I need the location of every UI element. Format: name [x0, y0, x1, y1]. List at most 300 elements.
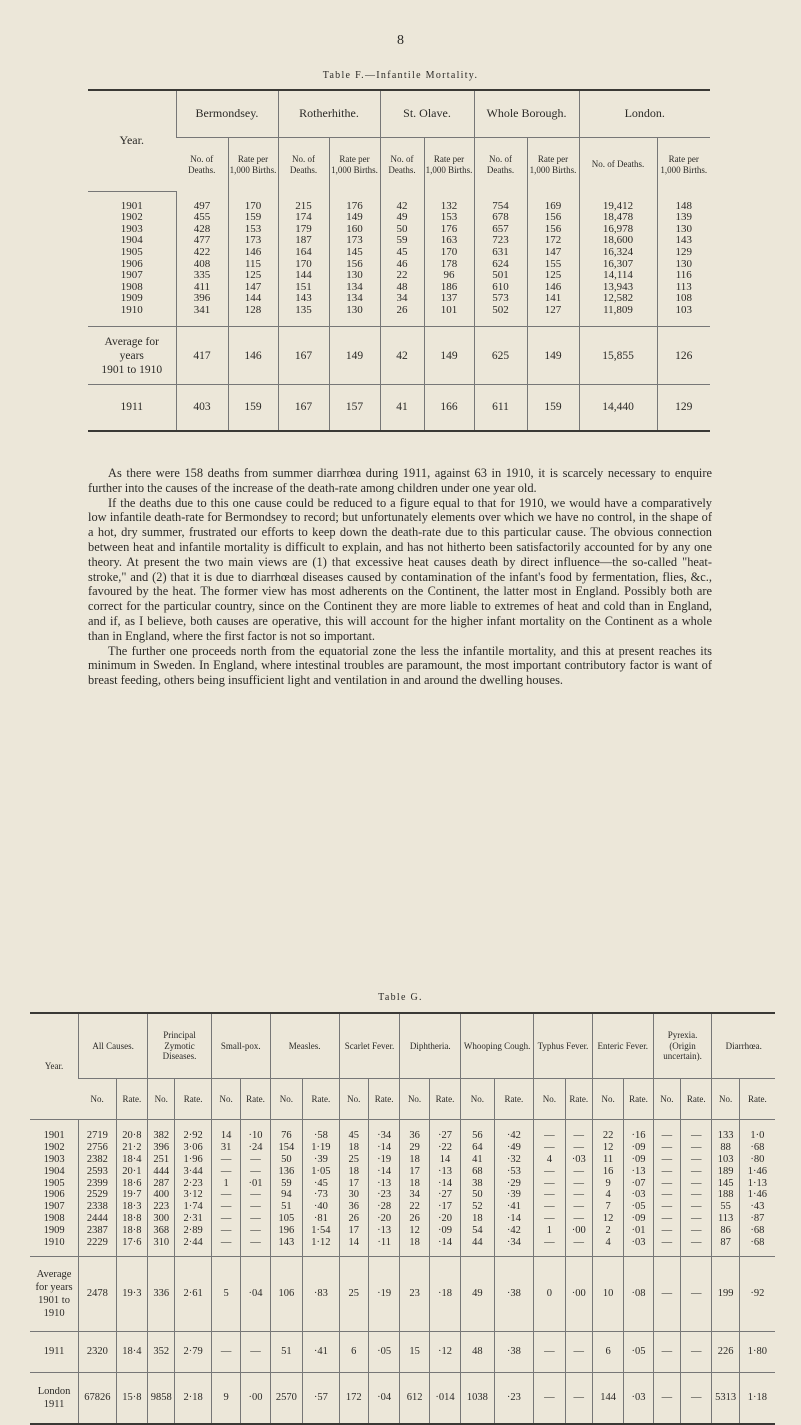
spacer-cell	[148, 1120, 175, 1131]
value-cell: 67826	[79, 1372, 117, 1424]
value-cell: 34	[380, 293, 424, 305]
value-cell: 44	[461, 1236, 494, 1248]
value-cell: ·22	[429, 1142, 460, 1154]
spacer-cell	[79, 1120, 117, 1131]
value-cell: —	[565, 1331, 592, 1372]
value-cell: ·41	[303, 1331, 339, 1372]
deaths-subheader: No. of Deaths.	[188, 154, 216, 175]
value-cell: 129	[657, 385, 710, 432]
table-g-subheader-row	[30, 1079, 775, 1120]
value-cell: ·68	[739, 1142, 775, 1154]
rate-subheader: Rate.	[116, 1079, 147, 1120]
value-cell: 11,809	[579, 305, 657, 317]
table-row	[88, 247, 710, 259]
value-cell: 310	[148, 1236, 175, 1248]
value-cell: 179	[278, 224, 329, 236]
value-cell: ·57	[303, 1372, 339, 1424]
value-cell: —	[653, 1256, 680, 1331]
value-cell: —	[653, 1165, 680, 1177]
value-cell: 1	[534, 1224, 565, 1236]
value-cell: 1·46	[739, 1165, 775, 1177]
value-cell: 14	[339, 1236, 368, 1248]
spacer-cell	[116, 1120, 147, 1131]
value-cell: 113	[712, 1213, 739, 1225]
value-cell: ·87	[739, 1213, 775, 1225]
cause-header: Typhus Fever.	[534, 1013, 593, 1079]
value-cell: 52	[461, 1201, 494, 1213]
value-cell: ·23	[494, 1372, 534, 1424]
value-cell: —	[534, 1177, 565, 1189]
rate-subheader: Rate per 1,000 Births.	[329, 138, 380, 192]
value-cell: 129	[657, 247, 710, 259]
value-cell: —	[681, 1165, 712, 1177]
spacer-cell	[579, 316, 657, 327]
average-label	[88, 327, 176, 385]
value-cell: 25	[339, 1154, 368, 1166]
value-cell: 21·2	[116, 1142, 147, 1154]
spacer-cell	[400, 1120, 429, 1131]
year-cell: 1901	[120, 199, 143, 212]
value-cell: —	[534, 1213, 565, 1225]
value-cell: 45	[380, 247, 424, 259]
value-cell: —	[211, 1331, 240, 1372]
value-cell: 396	[148, 1142, 175, 1154]
value-cell: ·43	[739, 1201, 775, 1213]
spacer-cell	[116, 1248, 147, 1257]
year-cell: 1906	[43, 1189, 65, 1201]
spacer-cell	[712, 1120, 739, 1131]
no-subheader: No.	[148, 1079, 175, 1120]
value-cell: 444	[148, 1165, 175, 1177]
value-cell: —	[211, 1213, 240, 1225]
value-cell: 18	[400, 1154, 429, 1166]
table-row	[30, 1154, 775, 1166]
value-cell: 164	[278, 247, 329, 259]
value-cell: 18,600	[579, 235, 657, 247]
value-cell: 146	[228, 327, 278, 385]
value-cell: —	[653, 1236, 680, 1248]
district-header: Whole Borough.	[474, 90, 579, 138]
table-row	[30, 1224, 775, 1236]
spacer-cell	[653, 1120, 680, 1131]
value-cell: ·14	[368, 1142, 399, 1154]
rate-subheader: Rate.	[624, 1079, 653, 1120]
district-header: St. Olave.	[380, 90, 474, 138]
value-cell: 155	[527, 258, 579, 270]
deaths-subheader: No. of Deaths.	[380, 138, 424, 192]
value-cell: 136	[270, 1165, 302, 1177]
spacer-cell	[565, 1248, 592, 1257]
value-cell: 573	[474, 293, 527, 305]
value-cell: ·08	[624, 1256, 653, 1331]
value-cell: 42	[380, 327, 424, 385]
value-cell: 130	[329, 270, 380, 282]
value-cell: 1·0	[739, 1130, 775, 1142]
value-cell: 18	[461, 1213, 494, 1225]
value-cell: 18	[400, 1236, 429, 1248]
value-cell: 12	[592, 1142, 623, 1154]
spacer-cell	[380, 316, 424, 327]
spacer-cell	[228, 316, 278, 327]
value-cell: 341	[176, 305, 228, 317]
value-cell: ·00	[241, 1372, 270, 1424]
table-row	[30, 1177, 775, 1189]
value-cell: ·53	[494, 1165, 534, 1177]
value-cell: 19,412	[579, 201, 657, 213]
value-cell: 18,478	[579, 212, 657, 224]
value-cell: 36	[339, 1201, 368, 1213]
value-cell: 59	[270, 1177, 302, 1189]
value-cell: 144	[278, 270, 329, 282]
rate-subheader: Rate.	[494, 1079, 534, 1120]
spacer-cell	[241, 1248, 270, 1257]
value-cell: —	[681, 1130, 712, 1142]
value-cell: 132	[424, 201, 474, 213]
value-cell: ·41	[494, 1201, 534, 1213]
value-cell: 141	[527, 293, 579, 305]
value-cell: —	[565, 1213, 592, 1225]
value-cell: ·13	[368, 1177, 399, 1189]
value-cell: 166	[424, 385, 474, 432]
rate-subheader: Rate per 1,000 Births.	[527, 138, 579, 192]
table-g-mortality-causes	[30, 1012, 775, 1425]
value-cell: ·18	[429, 1256, 460, 1331]
row-label-line: 1911	[43, 1398, 65, 1410]
value-cell: 186	[424, 282, 474, 294]
value-cell: 46	[380, 258, 424, 270]
value-cell: 56	[461, 1130, 494, 1142]
value-cell: 176	[329, 201, 380, 213]
year-cell: 1902	[43, 1142, 65, 1154]
value-cell: ·03	[624, 1372, 653, 1424]
value-cell: 223	[148, 1201, 175, 1213]
value-cell: 502	[474, 305, 527, 317]
paragraph: As there were 158 deaths from summer diarrhœa during 1911, against 63 in 1910, it is scarcely necessary to enquire further into the causes of the increase of the death-rate among children under one year old.	[88, 466, 712, 495]
rate-subheader: Rate per 1,000 Births.	[657, 138, 710, 192]
value-cell: 1038	[461, 1372, 494, 1424]
row-label-line: Average	[36, 1268, 72, 1280]
value-cell: —	[681, 1256, 712, 1331]
cause-header: Diarrhœa.	[712, 1013, 775, 1079]
rate-subheader: Rate.	[241, 1079, 270, 1120]
spacer-cell	[624, 1120, 653, 1131]
value-cell: —	[681, 1236, 712, 1248]
average-row	[30, 1256, 775, 1331]
spacer-cell	[657, 316, 710, 327]
value-cell: —	[653, 1213, 680, 1225]
value-cell: 94	[270, 1189, 302, 1201]
spacer-row	[30, 1248, 775, 1257]
year-cell: 1903	[120, 222, 143, 235]
value-cell: —	[653, 1201, 680, 1213]
value-cell: 36	[400, 1130, 429, 1142]
value-cell: 106	[270, 1256, 302, 1331]
spacer-cell	[739, 1120, 775, 1131]
value-cell: ·34	[494, 1236, 534, 1248]
value-cell: 156	[527, 212, 579, 224]
value-cell: 115	[228, 258, 278, 270]
value-cell: —	[681, 1154, 712, 1166]
value-cell: 29	[400, 1142, 429, 1154]
value-cell: —	[241, 1154, 270, 1166]
value-cell: ·24	[241, 1142, 270, 1154]
value-cell: 41	[461, 1154, 494, 1166]
value-cell: 68	[461, 1165, 494, 1177]
value-cell: —	[241, 1213, 270, 1225]
spacer-cell	[211, 1248, 240, 1257]
value-cell: 287	[148, 1177, 175, 1189]
spacer-cell	[494, 1248, 534, 1257]
rate-subheader: Rate.	[303, 1079, 339, 1120]
value-cell: ·80	[739, 1154, 775, 1166]
value-cell: 137	[424, 293, 474, 305]
value-cell: 754	[474, 201, 527, 213]
spacer-cell	[175, 1120, 211, 1131]
no-subheader: No.	[592, 1079, 623, 1120]
value-cell: 50	[270, 1154, 302, 1166]
value-cell: ·04	[368, 1372, 399, 1424]
value-cell: —	[534, 1130, 565, 1142]
value-cell: ·00	[565, 1256, 592, 1331]
value-cell: 2320	[79, 1331, 117, 1372]
value-cell: 631	[474, 247, 527, 259]
year-cell: 1906	[120, 257, 143, 270]
value-cell: ·13	[624, 1165, 653, 1177]
value-cell: ·42	[494, 1130, 534, 1142]
value-cell: 50	[380, 224, 424, 236]
value-cell: 159	[228, 212, 278, 224]
value-cell: ·45	[303, 1177, 339, 1189]
year-cell: 1908	[120, 280, 143, 293]
value-cell: 143	[657, 235, 710, 247]
value-cell: 2382	[79, 1154, 117, 1166]
value-cell: 103	[657, 305, 710, 317]
value-cell: 167	[278, 327, 329, 385]
cause-header: Whooping Cough.	[461, 1013, 534, 1079]
value-cell: 3·44	[175, 1165, 211, 1177]
cause-header: Enteric Fever.	[592, 1013, 653, 1079]
value-cell: ·58	[303, 1130, 339, 1142]
row-label-line: years	[119, 349, 144, 362]
value-cell: 113	[657, 282, 710, 294]
value-cell: 0	[534, 1256, 565, 1331]
value-cell: 139	[657, 212, 710, 224]
spacer-cell	[534, 1120, 565, 1131]
value-cell: 134	[329, 293, 380, 305]
value-cell: 2·44	[175, 1236, 211, 1248]
value-cell: —	[653, 1189, 680, 1201]
value-cell: —	[211, 1165, 240, 1177]
value-cell: ·27	[429, 1130, 460, 1142]
value-cell: 624	[474, 258, 527, 270]
row-label-line: 1910	[43, 1307, 65, 1319]
cause-header: Pyrexia. (Origin uncertain).	[653, 1013, 712, 1079]
year-cell: 1901	[43, 1130, 65, 1142]
value-cell: 7	[592, 1201, 623, 1213]
spacer-cell	[592, 1248, 623, 1257]
value-cell: 143	[270, 1236, 302, 1248]
value-cell: 178	[424, 258, 474, 270]
value-cell: 18	[339, 1165, 368, 1177]
value-cell: 146	[527, 282, 579, 294]
spacer-cell	[88, 316, 176, 327]
no-subheader: No.	[400, 1079, 429, 1120]
value-cell: ·38	[494, 1331, 534, 1372]
value-cell: 611	[474, 385, 527, 432]
value-cell: ·29	[494, 1177, 534, 1189]
year-cell: 1905	[43, 1177, 65, 1189]
value-cell: 64	[461, 1142, 494, 1154]
value-cell: 12	[592, 1213, 623, 1225]
value-cell: 149	[424, 327, 474, 385]
value-cell: ·16	[624, 1130, 653, 1142]
value-cell: ·20	[429, 1213, 460, 1225]
value-cell: 22	[592, 1130, 623, 1142]
value-cell: —	[653, 1130, 680, 1142]
value-cell: 411	[176, 282, 228, 294]
value-cell: ·34	[368, 1130, 399, 1142]
value-cell: 417	[176, 327, 228, 385]
value-cell: 300	[148, 1213, 175, 1225]
value-cell: ·17	[429, 1201, 460, 1213]
value-cell: —	[681, 1142, 712, 1154]
value-cell: ·03	[565, 1154, 592, 1166]
value-cell: —	[241, 1331, 270, 1372]
value-cell: 2387	[79, 1224, 117, 1236]
spacer-cell	[739, 1248, 775, 1257]
value-cell: —	[681, 1372, 712, 1424]
spacer-cell	[30, 1120, 79, 1131]
value-cell: 105	[270, 1213, 302, 1225]
value-cell: ·13	[429, 1165, 460, 1177]
year-cell: 1909	[120, 292, 143, 305]
value-cell: 14	[429, 1154, 460, 1166]
value-cell: 403	[176, 385, 228, 432]
value-cell: 149	[329, 212, 380, 224]
value-cell: —	[565, 1142, 592, 1154]
spacer-cell	[30, 1248, 79, 1257]
year-cell: 1911	[120, 401, 144, 414]
value-cell: 148	[657, 201, 710, 213]
value-cell: 127	[527, 305, 579, 317]
value-cell: —	[211, 1224, 240, 1236]
value-cell: 4	[534, 1154, 565, 1166]
value-cell: 2570	[270, 1372, 302, 1424]
value-cell: 2478	[79, 1256, 117, 1331]
table-f-header-row	[88, 90, 710, 138]
value-cell: —	[534, 1201, 565, 1213]
value-cell: —	[653, 1177, 680, 1189]
value-cell: 2399	[79, 1177, 117, 1189]
value-cell: ·68	[739, 1236, 775, 1248]
value-cell: 48	[380, 282, 424, 294]
value-cell: 336	[148, 1256, 175, 1331]
value-cell: 477	[176, 235, 228, 247]
rate-subheader: Rate per 1,000 Births.	[424, 138, 474, 192]
value-cell: ·27	[429, 1189, 460, 1201]
value-cell: 1·74	[175, 1201, 211, 1213]
row-label-line: Average for	[104, 335, 159, 348]
value-cell: 172	[527, 235, 579, 247]
value-cell: ·05	[624, 1201, 653, 1213]
no-subheader: No.	[339, 1079, 368, 1120]
value-cell: 657	[474, 224, 527, 236]
table-row	[30, 1236, 775, 1248]
value-cell: ·07	[624, 1177, 653, 1189]
value-cell: 501	[474, 270, 527, 282]
value-cell: 2444	[79, 1213, 117, 1225]
spacer-cell	[592, 1120, 623, 1131]
value-cell: 145	[329, 247, 380, 259]
value-cell: —	[653, 1142, 680, 1154]
value-cell: 126	[657, 327, 710, 385]
deaths-subheader: No. of Deaths.	[474, 138, 527, 192]
value-cell: ·10	[241, 1130, 270, 1142]
paragraph: The further one proceeds north from the equatorial zone the less the infantile mortality, and this at present reaches its minimum in Sweden. In England, where intestinal troubles are paramount, the most important contributory factor is want of breast feeding, others being insufficient light and ventilation in and around the dwelling houses.	[88, 643, 712, 688]
value-cell: —	[565, 1130, 592, 1142]
district-header: Bermondsey.	[176, 90, 278, 138]
value-cell: —	[681, 1201, 712, 1213]
year-cell: 1904	[43, 1165, 65, 1177]
year-cell: 1910	[120, 303, 143, 316]
value-cell: 2529	[79, 1189, 117, 1201]
value-cell: 2719	[79, 1130, 117, 1142]
value-cell: 18	[339, 1142, 368, 1154]
spacer-cell	[429, 1248, 460, 1257]
value-cell: 25	[339, 1256, 368, 1331]
value-cell: 14,440	[579, 385, 657, 432]
value-cell: ·01	[241, 1177, 270, 1189]
value-cell: ·32	[494, 1154, 534, 1166]
value-cell: 9	[211, 1372, 240, 1424]
value-cell: 215	[278, 201, 329, 213]
value-cell: ·42	[494, 1224, 534, 1236]
value-cell: 15	[400, 1331, 429, 1372]
no-subheader: No.	[461, 1079, 494, 1120]
value-cell: ·03	[624, 1189, 653, 1201]
value-cell: 428	[176, 224, 228, 236]
value-cell: 49	[380, 212, 424, 224]
cause-header: Scarlet Fever.	[339, 1013, 400, 1079]
year-cell: 1907	[120, 269, 143, 282]
value-cell: —	[211, 1201, 240, 1213]
rate-subheader: Rate.	[681, 1079, 712, 1120]
value-cell: 2756	[79, 1142, 117, 1154]
value-cell: 31	[211, 1142, 240, 1154]
value-cell: 128	[228, 305, 278, 317]
no-subheader: No.	[653, 1079, 680, 1120]
value-cell: —	[534, 1165, 565, 1177]
value-cell: 612	[400, 1372, 429, 1424]
value-cell: 22	[380, 270, 424, 282]
value-cell: 116	[657, 270, 710, 282]
value-cell: 1·18	[739, 1372, 775, 1424]
value-cell: 108	[657, 293, 710, 305]
value-cell: 1·46	[739, 1189, 775, 1201]
value-cell: 101	[424, 305, 474, 317]
value-cell: 6	[339, 1331, 368, 1372]
value-cell: 153	[424, 212, 474, 224]
table-f-title: Table F.—Infantile Mortality.	[322, 70, 479, 81]
spacer-cell	[527, 316, 579, 327]
value-cell: 149	[527, 327, 579, 385]
value-cell: —	[653, 1372, 680, 1424]
value-cell: ·49	[494, 1142, 534, 1154]
value-cell: ·83	[303, 1256, 339, 1331]
value-cell: 2·79	[175, 1331, 211, 1372]
value-cell: 2·31	[175, 1213, 211, 1225]
table-row	[30, 1130, 775, 1142]
